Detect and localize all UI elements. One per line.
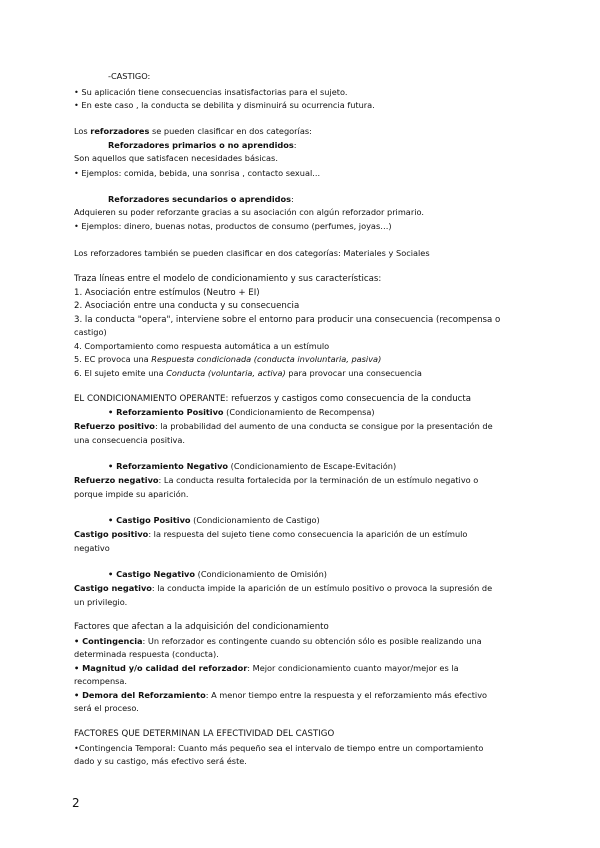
primarios-def: Son aquellos que satisfacen necesidades básicas. bbox=[74, 153, 278, 163]
primarios-ejemplos: • Ejemplos: comida, bebida, una sonrisa , contacto sexual... bbox=[74, 168, 321, 178]
primarios-colon: : bbox=[293, 140, 297, 150]
factor-demora-cont: será el proceso. bbox=[74, 703, 139, 713]
cp-sub: (Condicionamiento de Castigo) bbox=[190, 515, 320, 525]
item-6-post: para provocar una consecuencia bbox=[285, 368, 422, 378]
f2-a: : Mejor condicionamiento cuanto mayor/mejor es la bbox=[247, 663, 459, 673]
cp-def-a: : la respuesta del sujeto tiene como consecuencia la aparición de un estímulo bbox=[148, 529, 468, 539]
castigo-line-1: • Su aplicación tiene consecuencias insatisfactorias para el sujeto. bbox=[74, 87, 348, 97]
cn-def-a: : la conducta impide la aparición de un estímulo positivo o provoca la supresión de bbox=[151, 583, 493, 593]
factor-contingencia bbox=[74, 636, 527, 647]
traza-item-1: 1. Asociación entre estímulos (Neutro + EI) bbox=[74, 288, 260, 298]
traza-item-3a: 3. la conducta "opera", interviene sobre el entorno para producir una consecuencia (recompensa o bbox=[74, 315, 501, 325]
cn-term: Castigo negativo bbox=[74, 583, 152, 593]
cp-definition-cont: negativo bbox=[74, 543, 110, 553]
efectividad-line-2: dado y su castigo, más efectivo será éste. bbox=[74, 756, 247, 766]
castigo-line-2: • En este caso , la conducta se debilita y disminuirá su ocurrencia futura. bbox=[74, 100, 375, 110]
rp-sub: (Condicionamiento de Recompensa) bbox=[223, 407, 375, 417]
cn-definition-cont: un privilegio. bbox=[74, 597, 128, 607]
traza-item-3b: castigo) bbox=[74, 327, 107, 337]
rp-def-a: : la probabilidad del aumento de una conducta se consigue por la presentación de bbox=[154, 421, 493, 431]
primarios-title: Reforzadores primarios o no aprendidos bbox=[108, 140, 294, 150]
cn-definition bbox=[74, 583, 527, 594]
item-6-pre: 6. El sujeto emite una bbox=[74, 368, 167, 378]
primarios-heading bbox=[108, 140, 297, 151]
cn-sub: (Condicionamiento de Omisión) bbox=[195, 569, 327, 579]
reforzadores-intro bbox=[74, 126, 312, 137]
intro-bold: reforzadores bbox=[90, 126, 150, 136]
item-5-italic: Respuesta condicionada (conducta involuntaria, pasiva) bbox=[151, 354, 382, 364]
cp-heading bbox=[108, 515, 320, 526]
intro-post: se pueden clasificar en dos categorías: bbox=[149, 126, 312, 136]
rn-heading bbox=[108, 461, 396, 472]
traza-item-5 bbox=[74, 354, 381, 365]
secundarios-colon: : bbox=[291, 194, 294, 204]
rp-term: Refuerzo positivo bbox=[74, 421, 155, 431]
traza-intro: Traza líneas entre el modelo de condicionamiento y sus características: bbox=[74, 274, 382, 284]
rn-sub: (Condicionamiento de Escape-Evitación) bbox=[228, 461, 397, 471]
item-6-italic: Conducta (voluntaria, activa) bbox=[166, 368, 286, 378]
reforzadores-tambien: Los reforzadores también se pueden clasificar en dos categorías: Materiales y Sociales bbox=[74, 248, 430, 258]
traza-item-4: 4. Comportamiento como respuesta automática a un estímulo bbox=[74, 341, 330, 351]
f1-a: : Un reforzador es contingente cuando su obtención sólo es posible realizando una bbox=[142, 636, 482, 646]
operante-heading: EL CONDICIONAMIENTO OPERANTE: refuerzos y castigos como consecuencia de la conducta bbox=[74, 394, 472, 404]
castigo-title: -CASTIGO: bbox=[108, 71, 151, 81]
factor-contingencia-cont: determinada respuesta (conducta). bbox=[74, 649, 219, 659]
rp-heading bbox=[108, 407, 375, 418]
f1-term: • Contingencia bbox=[74, 636, 143, 646]
cn-title: • Castigo Negativo bbox=[108, 569, 196, 579]
item-5-pre: 5. EC provoca una bbox=[74, 354, 152, 364]
secundarios-ejemplos: • Ejemplos: dinero, buenas notas, productos de consumo (perfumes, joyas…) bbox=[74, 221, 392, 231]
rp-definition-cont: una consecuencia positiva. bbox=[74, 435, 186, 445]
traza-item-6 bbox=[74, 368, 422, 379]
rp-definition bbox=[74, 421, 527, 432]
intro-pre: Los bbox=[74, 126, 91, 136]
f3-a: : A menor tiempo entre la respuesta y el reforzamiento más efectivo bbox=[205, 690, 488, 700]
efectividad-line-1: •Contingencia Temporal: Cuanto más pequeño sea el intervalo de tiempo entre un comportamiento bbox=[74, 743, 484, 753]
cp-title: • Castigo Positivo bbox=[108, 515, 191, 525]
rn-title: • Reforzamiento Negativo bbox=[108, 461, 229, 471]
rp-title: • Reforzamiento Positivo bbox=[108, 407, 224, 417]
cp-term: Castigo positivo bbox=[74, 529, 149, 539]
factores-heading: Factores que afectan a la adquisición del condicionamiento bbox=[74, 622, 329, 632]
cp-definition bbox=[74, 529, 527, 540]
rn-definition bbox=[74, 475, 527, 486]
rn-definition-cont: porque impide su aparición. bbox=[74, 489, 189, 499]
efectividad-heading: FACTORES QUE DETERMINAN LA EFECTIVIDAD DEL CASTIGO bbox=[74, 729, 335, 739]
secundarios-heading bbox=[108, 194, 294, 205]
cn-heading bbox=[108, 569, 327, 580]
rn-def-a: : La conducta resulta fortalecida por la terminación de un estímulo negativo o bbox=[158, 475, 479, 485]
factor-demora bbox=[74, 690, 527, 701]
factor-magnitud-cont: recompensa. bbox=[74, 676, 128, 686]
f3-term: • Demora del Reforzamiento bbox=[74, 690, 206, 700]
page-number: 2 bbox=[72, 796, 80, 810]
factor-magnitud bbox=[74, 663, 527, 674]
traza-item-2: 2. Asociación entre una conducta y su consecuencia bbox=[74, 301, 300, 311]
f2-term: • Magnitud y/o calidad del reforzador bbox=[74, 663, 248, 673]
secundarios-def: Adquieren su poder reforzante gracias a su asociación con algún reforzador primario. bbox=[74, 207, 424, 217]
secundarios-title: Reforzadores secundarios o aprendidos bbox=[108, 194, 291, 204]
rn-term: Refuerzo negativo bbox=[74, 475, 159, 485]
